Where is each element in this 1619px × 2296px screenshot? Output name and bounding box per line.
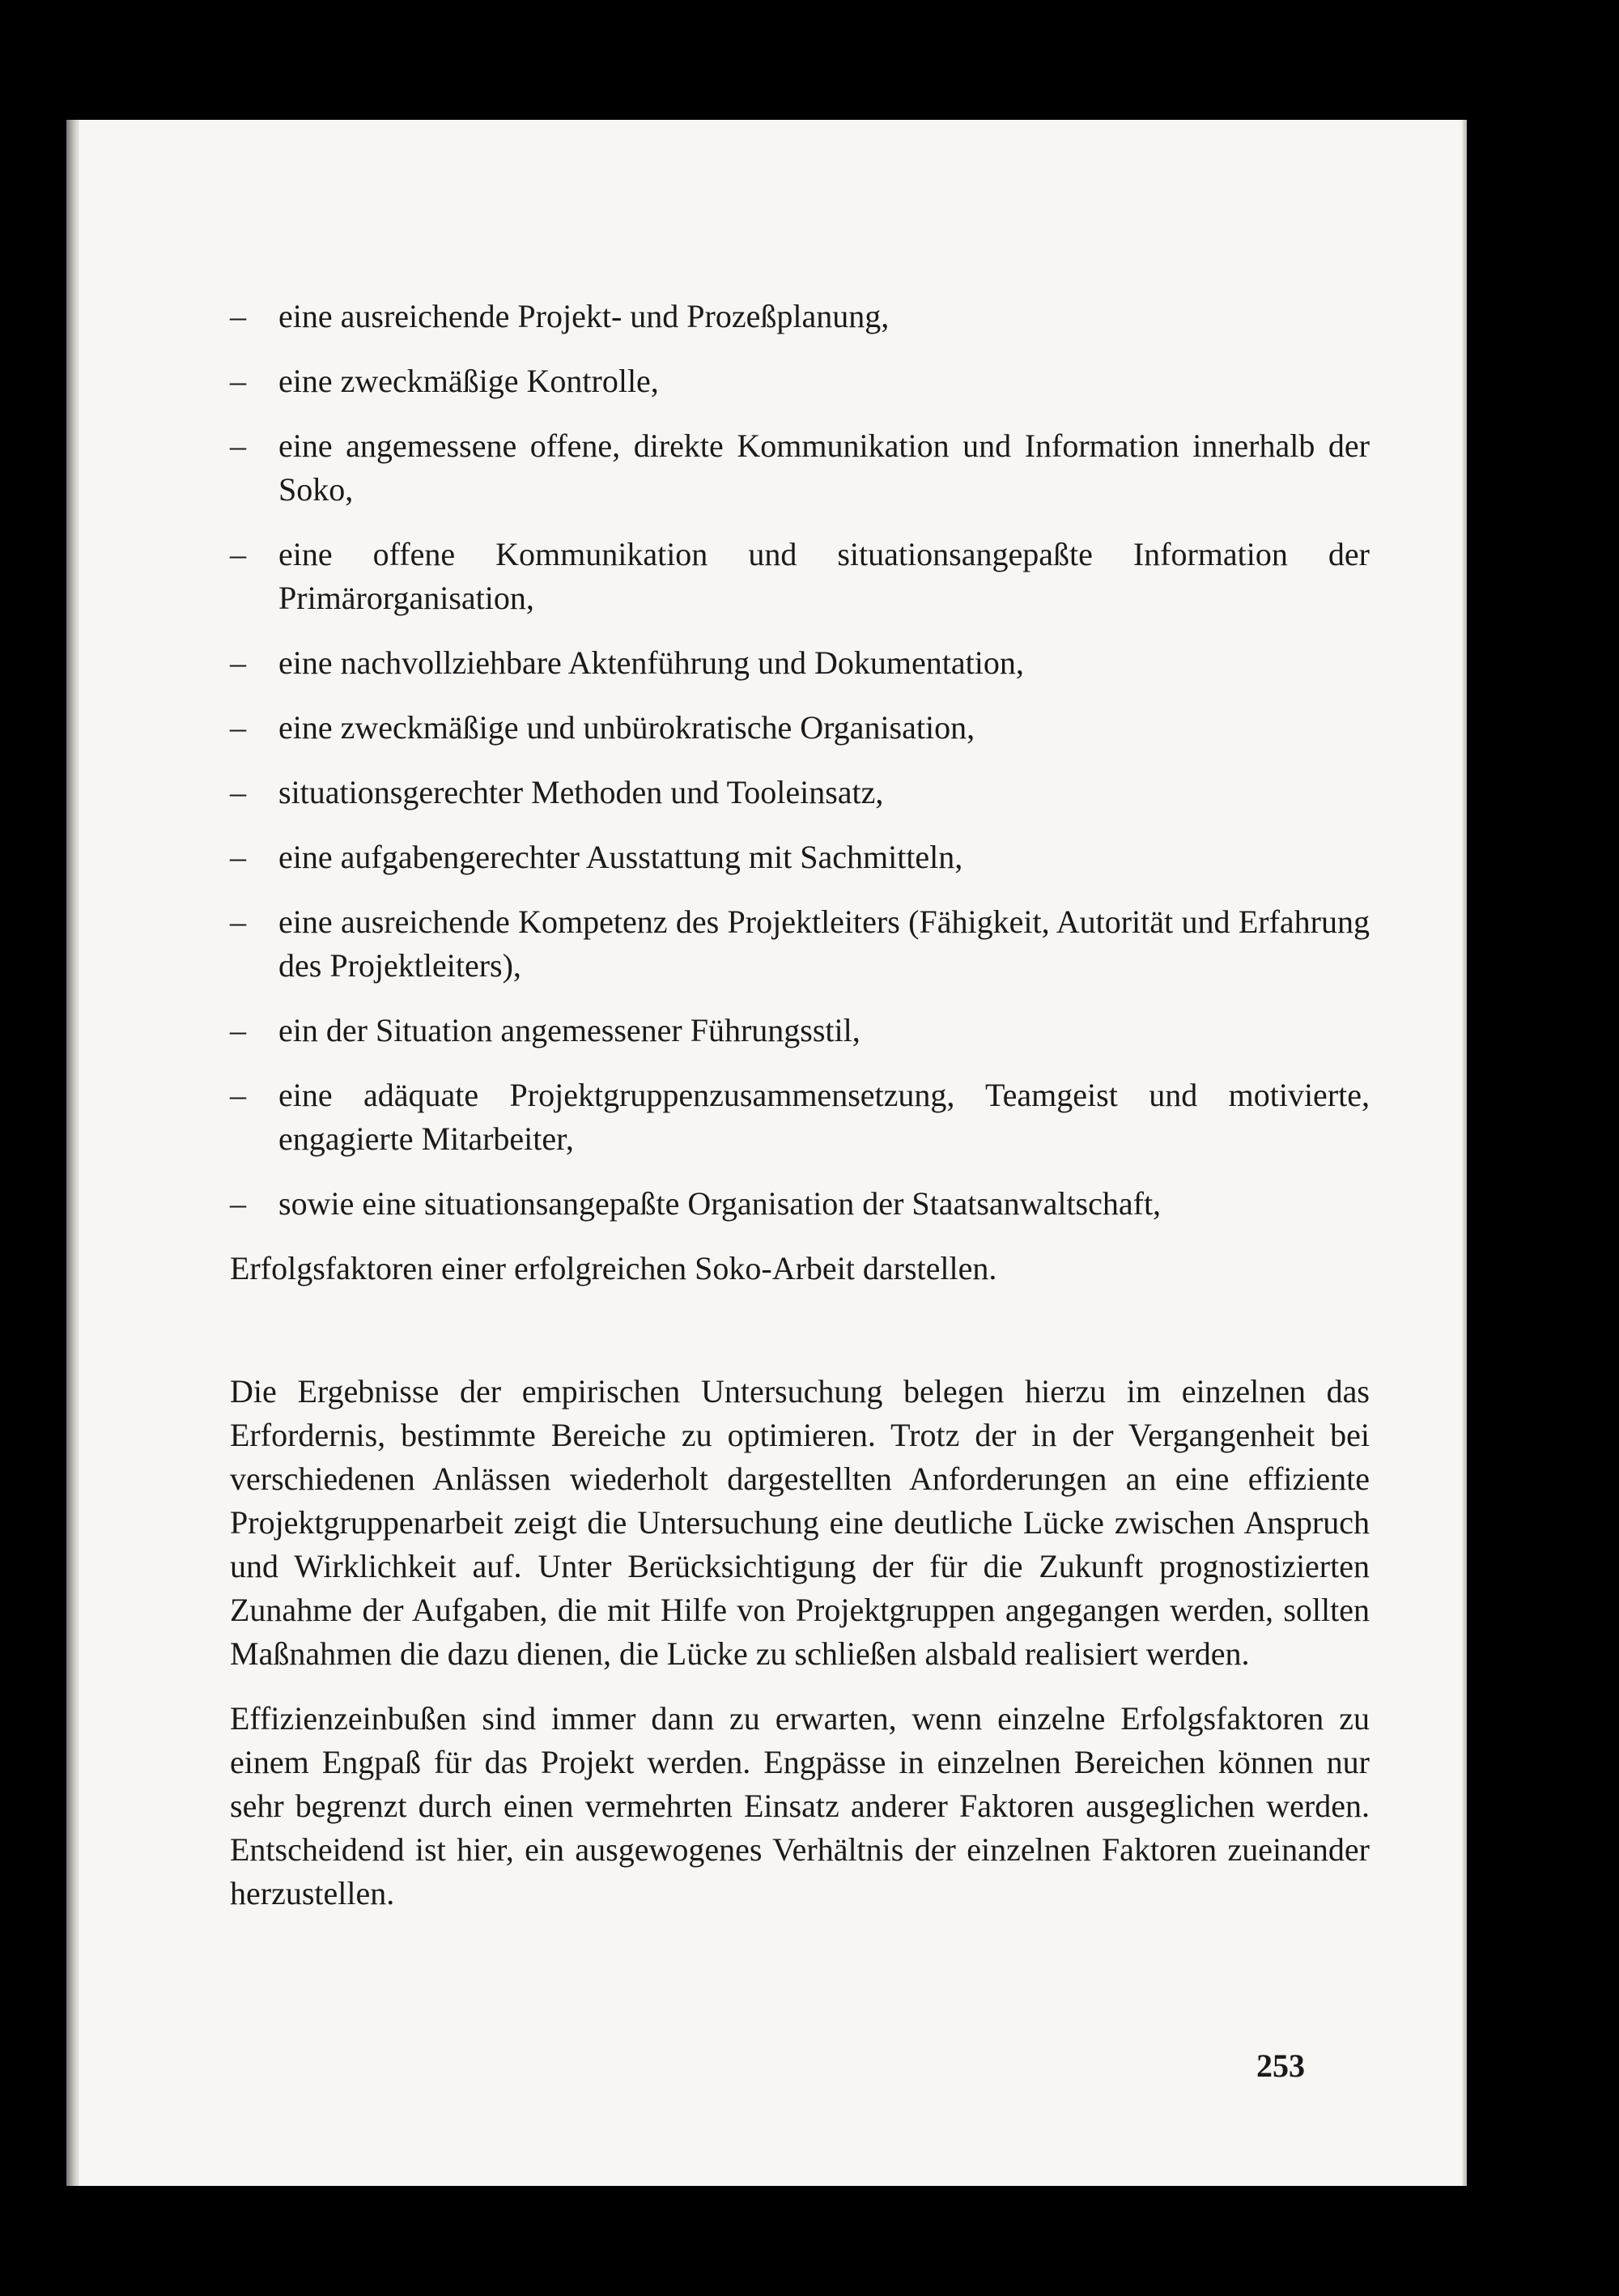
list-item (230, 900, 1370, 988)
success-factors-list (230, 295, 1370, 1226)
list-item-text: sowie eine situationsangepaßte Organisation der Staatsanwaltschaft, (278, 1185, 1162, 1222)
list-summary-line: Erfolgsfaktoren einer erfolgreichen Soko-Arbeit darstellen. (230, 1250, 997, 1286)
list-item (230, 1074, 1370, 1161)
list-item-text: eine zweckmäßige und unbürokratische Organisation, (278, 709, 975, 746)
dash-bullet: – (230, 363, 246, 399)
page-right-edge (1462, 120, 1467, 2186)
list-item (230, 1009, 1370, 1052)
dash-bullet: – (230, 709, 246, 746)
book-page (66, 120, 1467, 2186)
list-item-text: ein der Situation angemessener Führungsstil, (278, 1012, 860, 1048)
list-item-text: eine offene Kommunikation und situationsangepaßte Information der Primärorganisation, (278, 536, 1370, 616)
dash-bullet: – (230, 1077, 246, 1113)
dash-bullet: – (230, 1185, 246, 1222)
list-item-text: eine nachvollziehbare Aktenführung und Dokumentation, (278, 644, 1024, 681)
dash-bullet: – (230, 536, 246, 572)
list-item (230, 295, 1370, 338)
list-item-text: eine zweckmäßige Kontrolle, (278, 363, 659, 399)
list-item (230, 706, 1370, 750)
list-item (230, 424, 1370, 512)
dash-bullet: – (230, 774, 246, 810)
dash-bullet: – (230, 427, 246, 464)
dash-bullet: – (230, 298, 246, 334)
list-item (230, 1182, 1370, 1226)
dash-bullet: – (230, 839, 246, 875)
page-number: 253 (1256, 2047, 1305, 2084)
list-item (230, 533, 1370, 620)
list-item (230, 771, 1370, 814)
list-item (230, 359, 1370, 403)
page-text-block (230, 295, 1370, 1915)
body-paragraph-efficiency: Effizienzeinbußen sind immer dann zu erwarten, wenn einzelne Erfolgsfaktoren zu einem Engpaß für das Projekt werden. Engpässe in einzelnen Bereichen können nur sehr begrenzt durch einen vermehrten Einsatz anderer Faktoren ausgeglichen werden. Entscheidend ist hier, ein ausgewogenes Verhältnis der einzelnen Faktoren zueinander herzustellen. (230, 1700, 1370, 1911)
list-item-text: situationsgerechter Methoden und Tooleinsatz, (278, 774, 884, 810)
list-item-text: eine aufgabengerechter Ausstattung mit Sachmitteln, (278, 839, 963, 875)
dash-bullet: – (230, 644, 246, 681)
body-paragraph-results: Die Ergebnisse der empirischen Untersuchung belegen hierzu im einzelnen das Erfordernis, bestimmte Bereiche zu optimieren. Trotz der in der Vergangenheit bei verschiedenen Anlässen wiederholt dargestellten Anforderungen an eine effiziente Projektgruppenarbeit zeigt die Untersuchung eine deutliche Lücke zwischen Anspruch und Wirklichkeit auf. Unter Berücksichtigung der für die Zukunft prognostizierten Zunahme der Aufgaben, die mit Hilfe von Projektgruppen angegangen werden, sollten Maßnahmen die dazu dienen, die Lücke zu schließen alsbald realisiert werden. (230, 1373, 1370, 1672)
list-item-text: eine angemessene offene, direkte Kommunikation und Information innerhalb der Soko, (278, 427, 1370, 508)
list-item (230, 641, 1370, 685)
dash-bullet: – (230, 904, 246, 940)
list-item-text: eine adäquate Projektgruppenzusammensetzung, Teamgeist und motivierte, engagierte Mitarbeiter, (278, 1077, 1370, 1157)
list-item-text: eine ausreichende Projekt- und Prozeßplanung, (278, 298, 890, 334)
list-item (230, 835, 1370, 879)
list-item-text: eine ausreichende Kompetenz des Projektleiters (Fähigkeit, Autorität und Erfahrung des Projektleiters), (278, 904, 1370, 984)
page-binding-edge (66, 120, 79, 2186)
dash-bullet: – (230, 1012, 246, 1048)
